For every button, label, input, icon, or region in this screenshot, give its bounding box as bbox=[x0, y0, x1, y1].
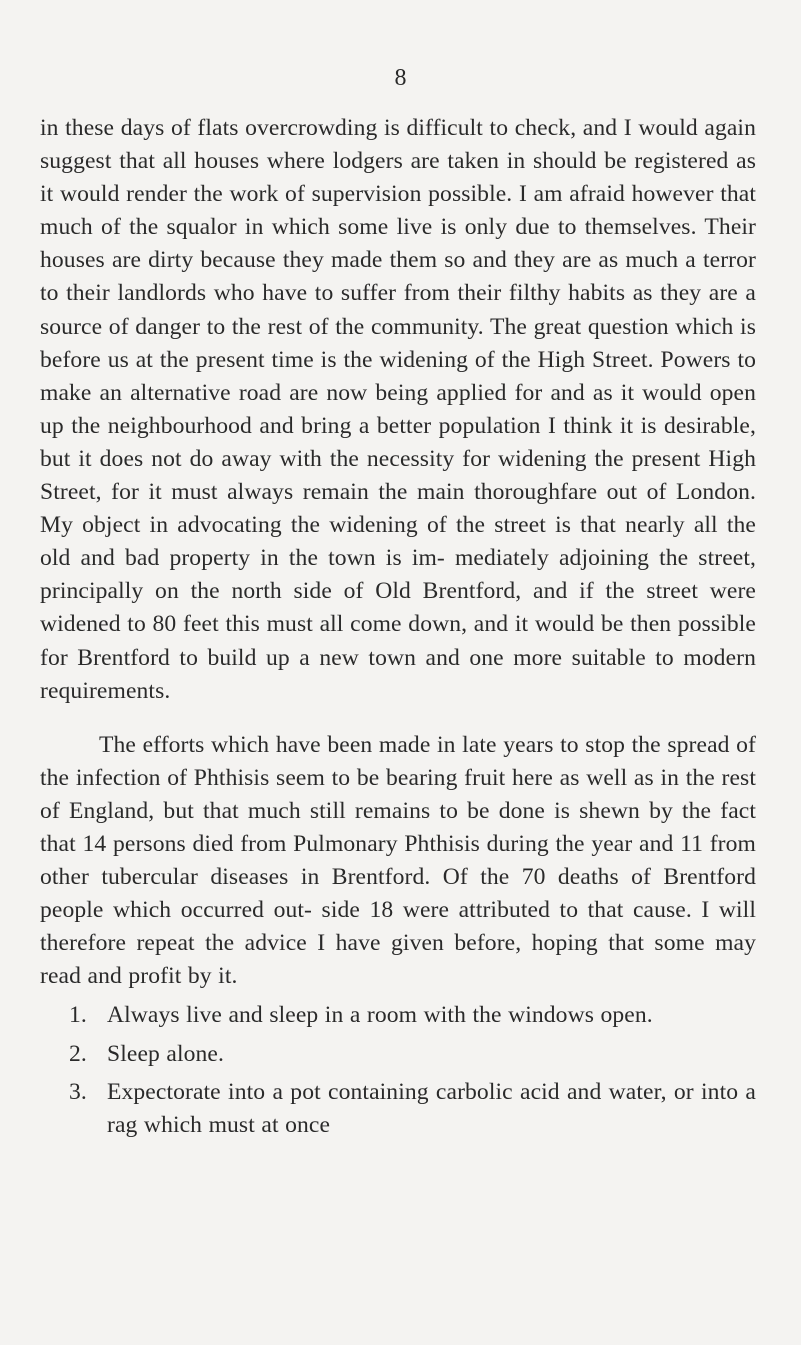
advice-list bbox=[40, 999, 756, 1141]
list-item-text: Expectorate into a pot containing carbolic acid and water, or into a rag which must at once bbox=[107, 1078, 756, 1138]
list-item-text: Always live and sleep in a room with the windows open. bbox=[107, 1002, 653, 1029]
paragraph-1: in these days of flats overcrowding is difficult to check, and I would again suggest that all houses where lodgers are taken in should be registered as it would render the work of supervision possible. I am afraid however that much of the squalor in which some live is only due to themselves. Their houses are dirty because they made them so and they are as much a terror to their landlords who have to suffer from their filthy habits as they are a source of danger to the rest of the community. The great question which is before us at the present time is the widening of the High Street. Powers to make an alternative road are now being applied for and as it would open up the neighbourhood and bring a better population I think it is desirable, but it does not do away with the necessity for widening the present High Street, for it must always remain the main thoroughfare out of London. My object in advocating the widening of the street is that nearly all the old and bad property in the town is im- mediately adjoining the street, principally on the north side of Old Brentford, and if the street were widened to 80 feet this must all come down, and it would be then possible for Brentford to build up a new town and one more suitable to modern requirements. bbox=[40, 115, 756, 704]
list-item bbox=[40, 999, 756, 1032]
list-item-number: 3. bbox=[69, 1078, 87, 1105]
list-item bbox=[40, 1076, 756, 1142]
list-item bbox=[40, 1038, 756, 1071]
list-item-text: Sleep alone. bbox=[107, 1040, 225, 1067]
page-number: 8 bbox=[394, 65, 407, 91]
body-text bbox=[40, 112, 756, 1142]
list-item-number: 2. bbox=[69, 1040, 87, 1067]
paragraph-2: The efforts which have been made in late years to stop the spread of the infection of Phthisis seem to be bearing fruit here as well as in the rest of England, but that much still remains to be done is shewn by the fact that 14 persons died from Pulmonary Phthisis during the year and 11 from other tubercular diseases in Brentford. Of the 70 deaths of Brentford people which occurred out- side 18 were attributed to that cause. I will therefore repeat the advice I have given before, hoping that some may read and profit by it. bbox=[40, 731, 756, 990]
list-item-number: 1. bbox=[69, 1002, 87, 1029]
